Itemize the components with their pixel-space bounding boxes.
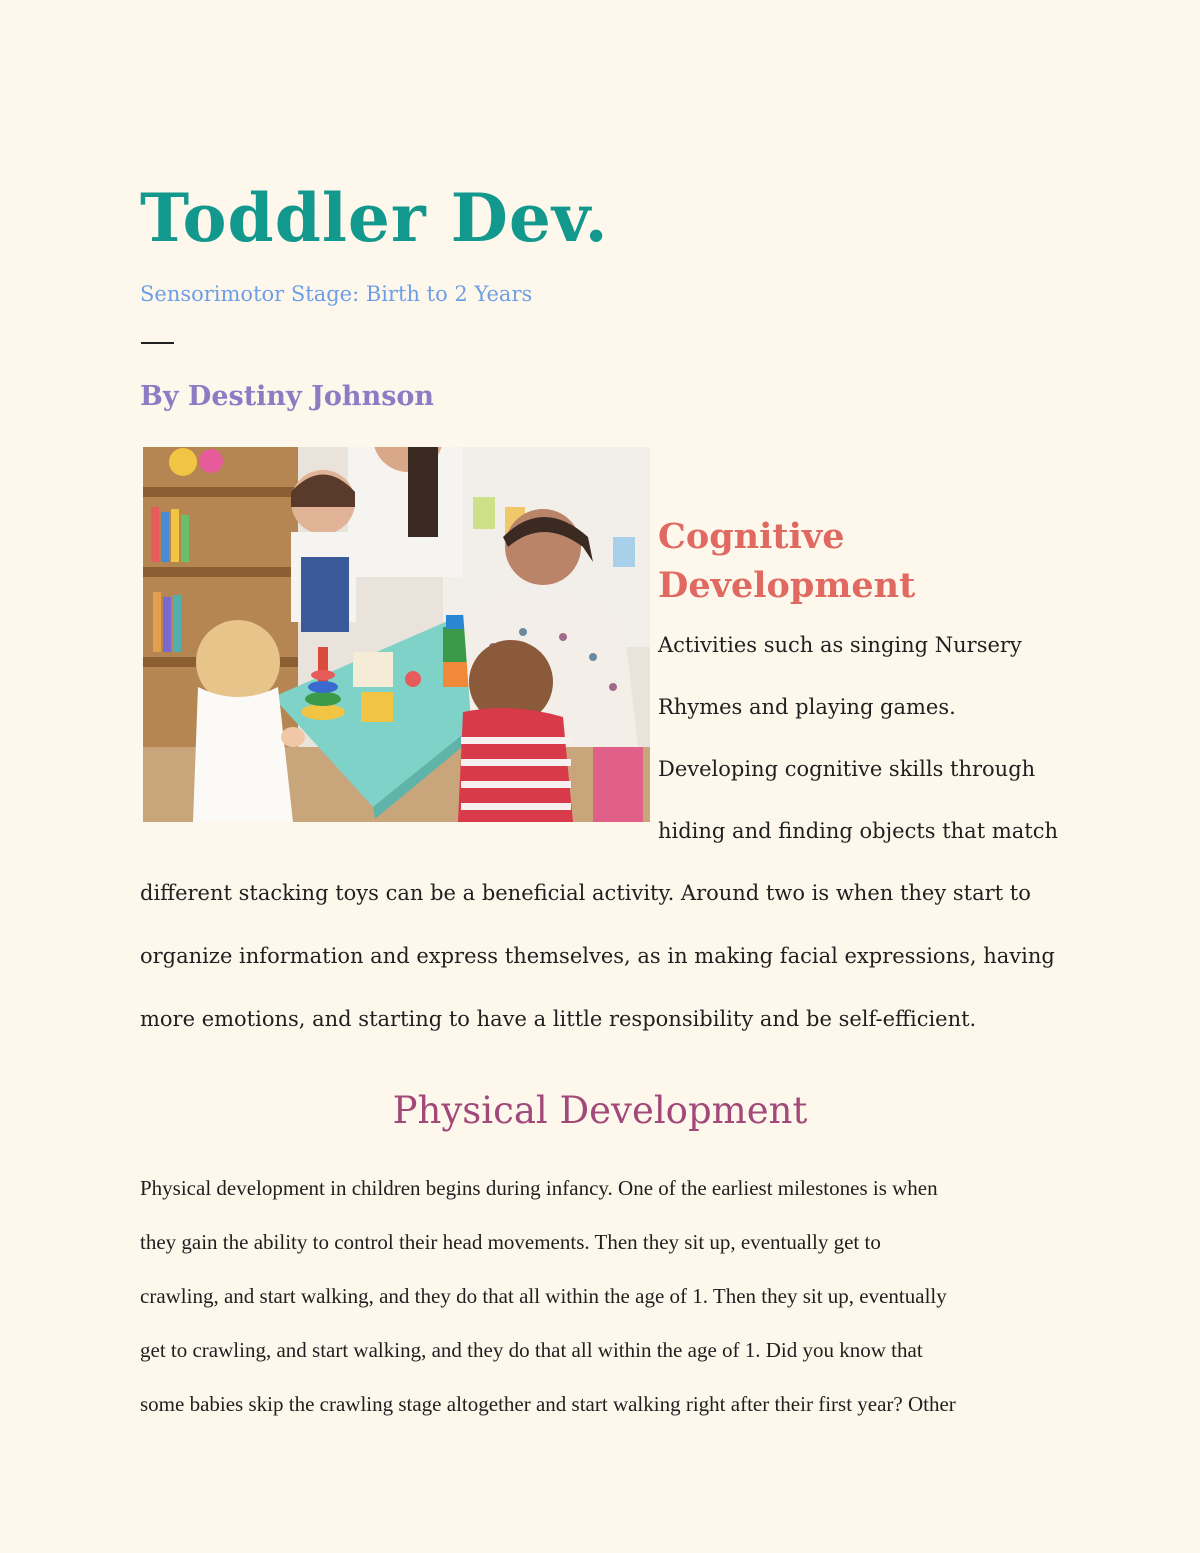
cognitive-line: Rhymes and playing games. xyxy=(658,695,956,719)
author-byline: By Destiny Johnson xyxy=(140,381,435,412)
physical-heading: Physical Development xyxy=(392,1089,808,1132)
cognitive-line: organize information and express themselves, as in making facial expressions, having xyxy=(140,944,1055,968)
title-divider xyxy=(141,342,174,344)
cognitive-heading: Cognitive Development xyxy=(658,516,916,606)
cognitive-line: Activities such as singing Nursery xyxy=(658,633,1022,657)
physical-line: get to crawling, and start walking, and they do that all within the age of 1. Did you know that xyxy=(140,1338,923,1362)
physical-line: crawling, and start walking, and they do that all within the age of 1. Then they sit up, eventually xyxy=(140,1284,947,1308)
cognitive-line: Developing cognitive skills through xyxy=(658,757,1036,781)
cognitive-line: more emotions, and starting to have a little responsibility and be self-efficient. xyxy=(140,1007,977,1031)
cognitive-line: different stacking toys can be a beneficial activity. Around two is when they start to xyxy=(140,881,1031,905)
classroom-photo xyxy=(143,447,650,822)
physical-line: some babies skip the crawling stage altogether and start walking right after their first year? Other xyxy=(140,1392,956,1416)
physical-line: they gain the ability to control their head movements. Then they sit up, eventually get to xyxy=(140,1230,881,1254)
document-title: Toddler Dev. xyxy=(140,179,609,257)
physical-line: Physical development in children begins during infancy. One of the earliest milestones is when xyxy=(140,1176,938,1200)
document-subtitle: Sensorimotor Stage: Birth to 2 Years xyxy=(140,282,533,306)
cognitive-line: hiding and finding objects that match xyxy=(658,819,1058,843)
